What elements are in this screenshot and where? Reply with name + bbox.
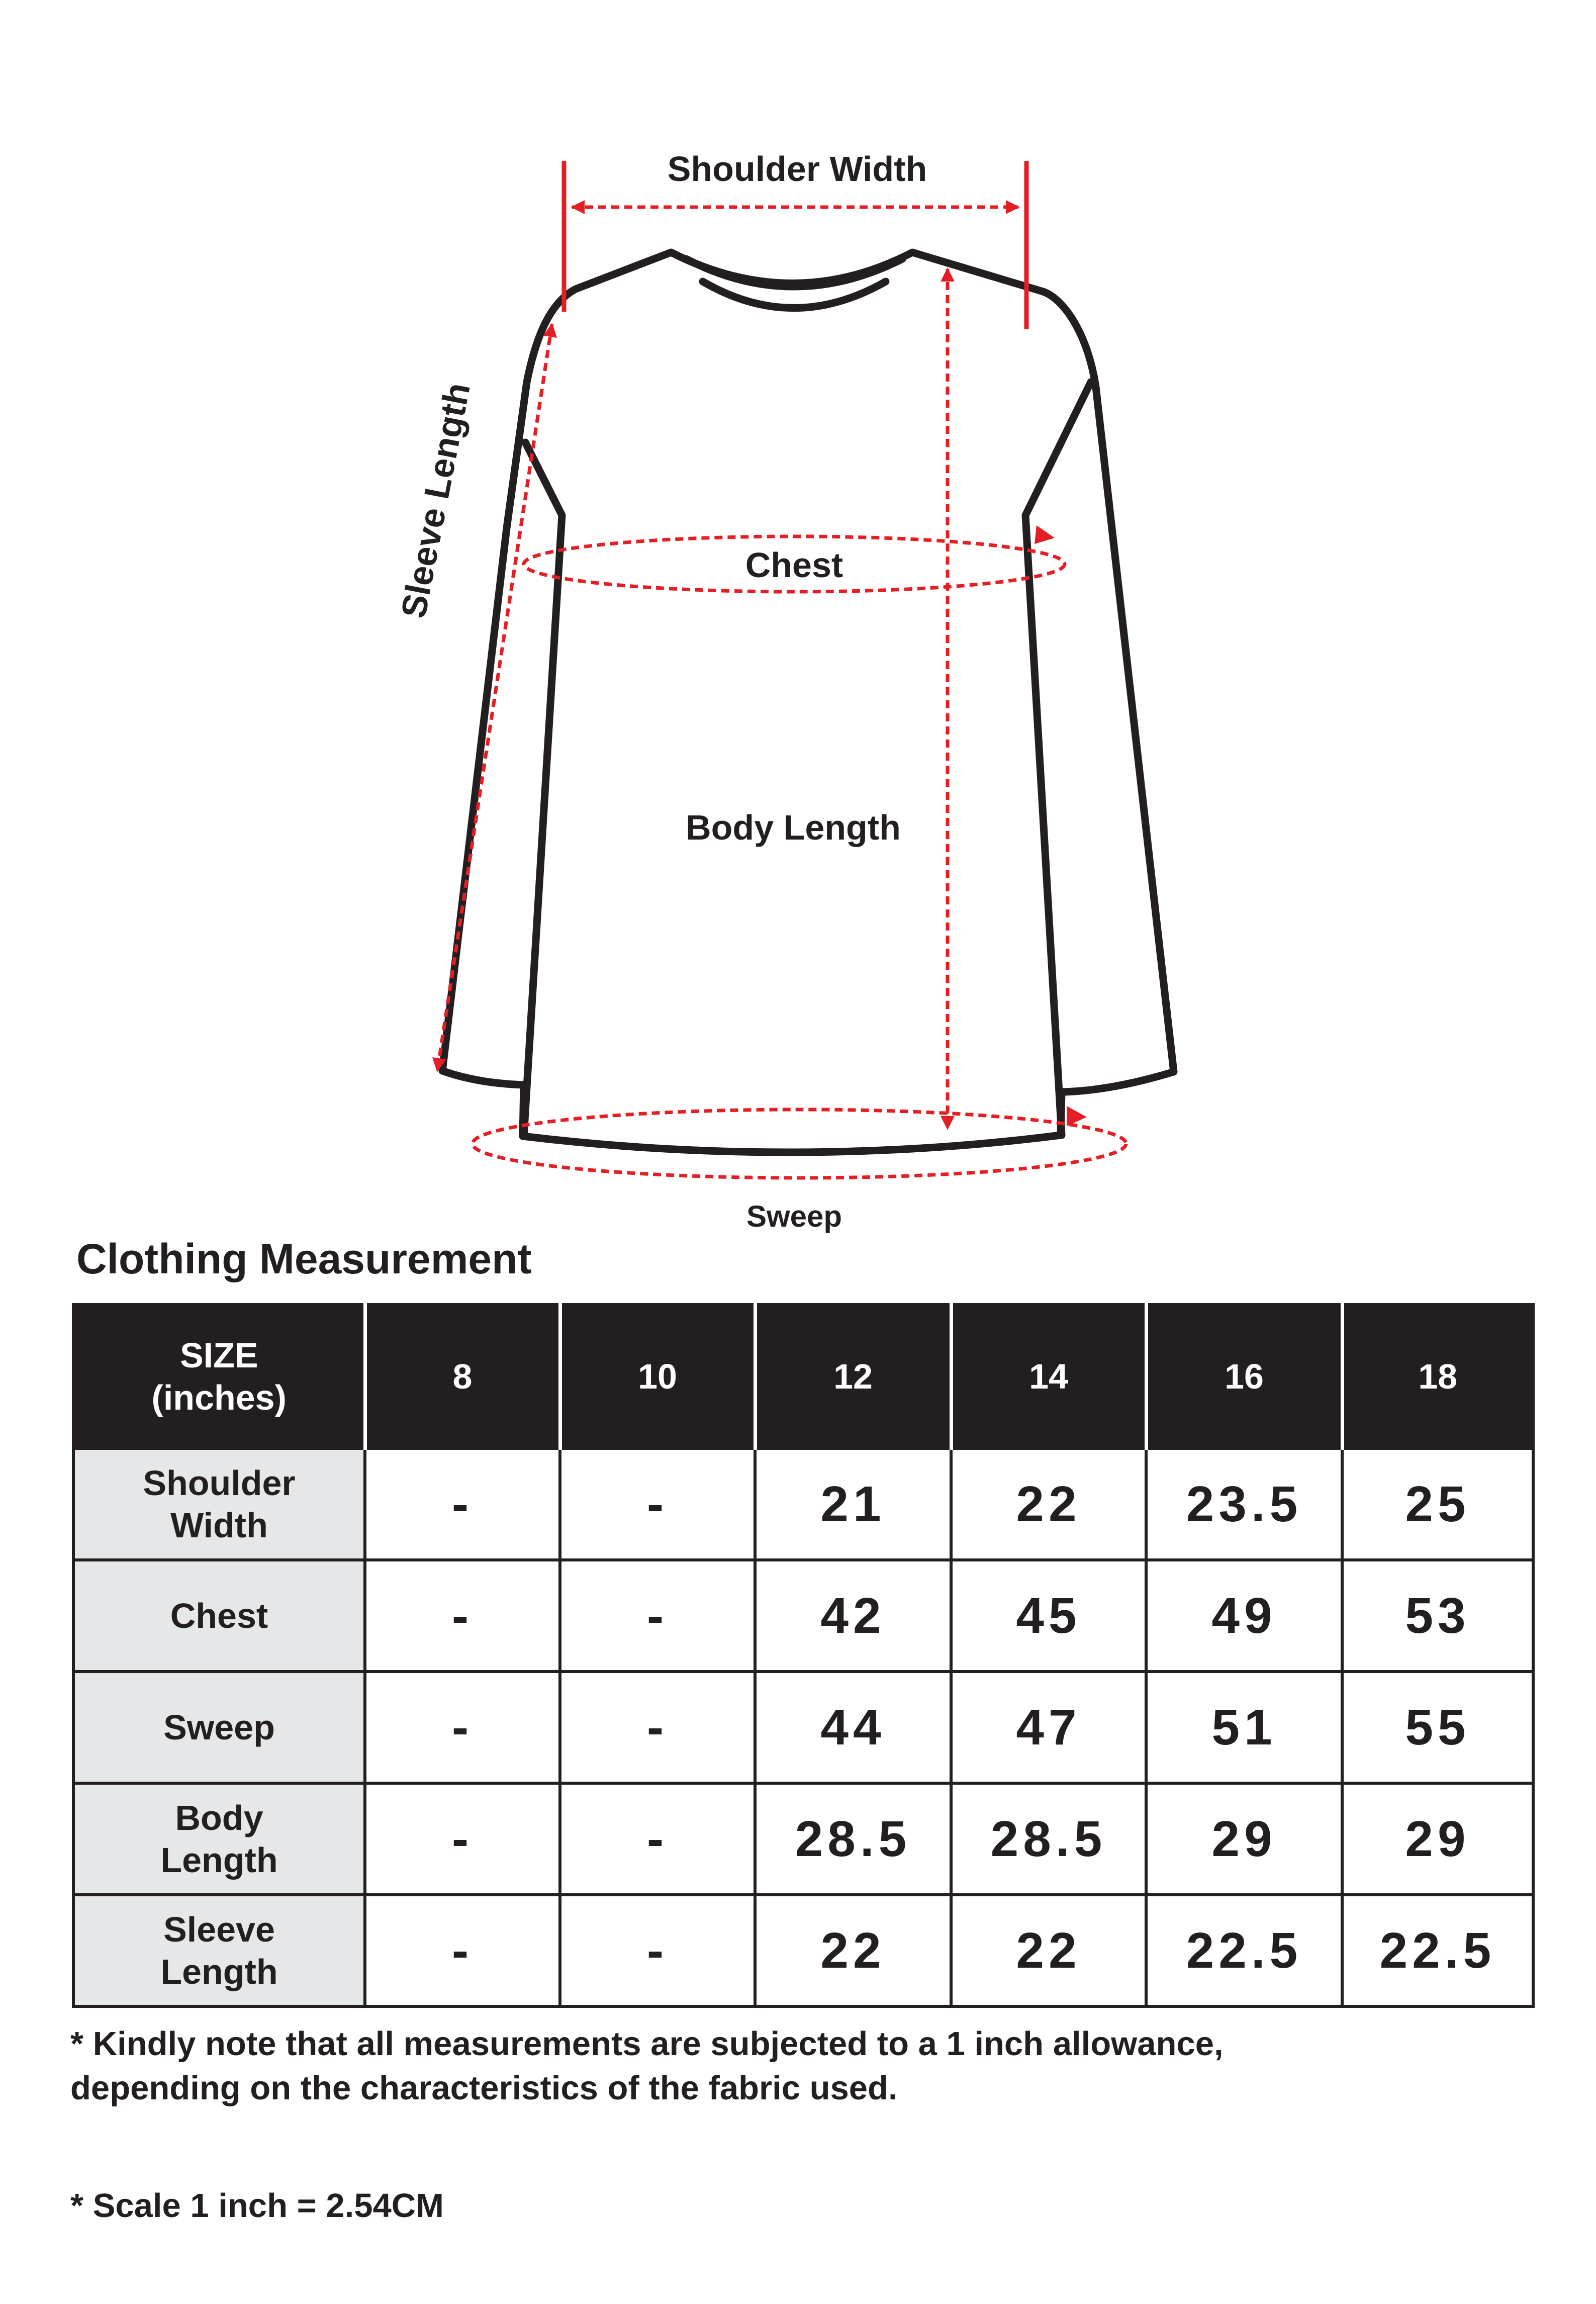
- scale-note: * Scale 1 inch = 2.54CM: [70, 2187, 444, 2225]
- table-cell: -: [560, 1783, 755, 1895]
- table-cell: 53: [1342, 1560, 1533, 1672]
- size-header-cell: [73, 1305, 365, 1448]
- unit-label: (inches): [151, 1378, 287, 1417]
- chest-label: Chest: [745, 545, 843, 585]
- table-cell: 22.5: [1342, 1895, 1533, 2006]
- body-length-label: Body Length: [686, 808, 901, 847]
- size-chart-table: [72, 1303, 1535, 2008]
- table-cell: 25: [1342, 1448, 1533, 1560]
- row-label: Sleeve Length: [73, 1895, 365, 2006]
- allowance-note: * Kindly note that all measurements are subjected to a 1 inch allowance, depending on the characteristics of the fabric used.: [70, 2025, 1224, 2107]
- table-cell: -: [560, 1895, 755, 2006]
- table-cell: 28.5: [755, 1783, 951, 1895]
- table-cell: 55: [1342, 1672, 1533, 1783]
- size-column-header: 16: [1146, 1305, 1342, 1448]
- table-header-row: [73, 1305, 1533, 1448]
- table-row: [73, 1560, 1533, 1672]
- footnotes: [70, 2022, 1528, 2225]
- size-column-header: 10: [560, 1305, 755, 1448]
- table-cell: -: [365, 1560, 560, 1672]
- table-cell: -: [365, 1783, 560, 1895]
- row-label: Shoulder Width: [73, 1448, 365, 1560]
- table-row: [73, 1895, 1533, 2006]
- table-cell: 29: [1342, 1783, 1533, 1895]
- row-label: Chest: [73, 1560, 365, 1672]
- table-cell: 22: [951, 1895, 1146, 2006]
- table-cell: -: [560, 1448, 755, 1560]
- table-cell: 49: [1146, 1560, 1342, 1672]
- size-column-header: 8: [365, 1305, 560, 1448]
- table-cell: -: [365, 1672, 560, 1783]
- shoulder-width-label: Shoulder Width: [667, 149, 927, 189]
- table-cell: 51: [1146, 1672, 1342, 1783]
- row-label: Sweep: [73, 1672, 365, 1783]
- sweep-arrowhead: [1067, 1106, 1087, 1126]
- table-cell: 23.5: [1146, 1448, 1342, 1560]
- table-cell: 47: [951, 1672, 1146, 1783]
- table-cell: 22: [951, 1448, 1146, 1560]
- table-cell: -: [365, 1895, 560, 2006]
- table-cell: 42: [755, 1560, 951, 1672]
- table-cell: 22: [755, 1895, 951, 2006]
- chest-arrowhead: [1035, 525, 1055, 544]
- sweep-label: Sweep: [746, 1200, 842, 1233]
- sleeve-length-label: Sleeve Length: [393, 380, 478, 621]
- size-label: SIZE: [179, 1336, 258, 1375]
- size-column-header: 18: [1342, 1305, 1533, 1448]
- table-cell: -: [365, 1448, 560, 1560]
- measurement-title: Clothing Measurement: [76, 1235, 532, 1282]
- size-column-header: 14: [951, 1305, 1146, 1448]
- shirt-outline: [442, 252, 1174, 1152]
- table-cell: -: [560, 1560, 755, 1672]
- table-cell: 45: [951, 1560, 1146, 1672]
- table-cell: 28.5: [951, 1783, 1146, 1895]
- table-cell: 44: [755, 1672, 951, 1783]
- table-row: [73, 1448, 1533, 1560]
- size-column-header: 12: [755, 1305, 951, 1448]
- row-label: Body Length: [73, 1783, 365, 1895]
- table-row: [73, 1783, 1533, 1895]
- table-row: [73, 1672, 1533, 1783]
- table-cell: 29: [1146, 1783, 1342, 1895]
- table-cell: 22.5: [1146, 1895, 1342, 2006]
- table-cell: 21: [755, 1448, 951, 1560]
- table-cell: -: [560, 1672, 755, 1783]
